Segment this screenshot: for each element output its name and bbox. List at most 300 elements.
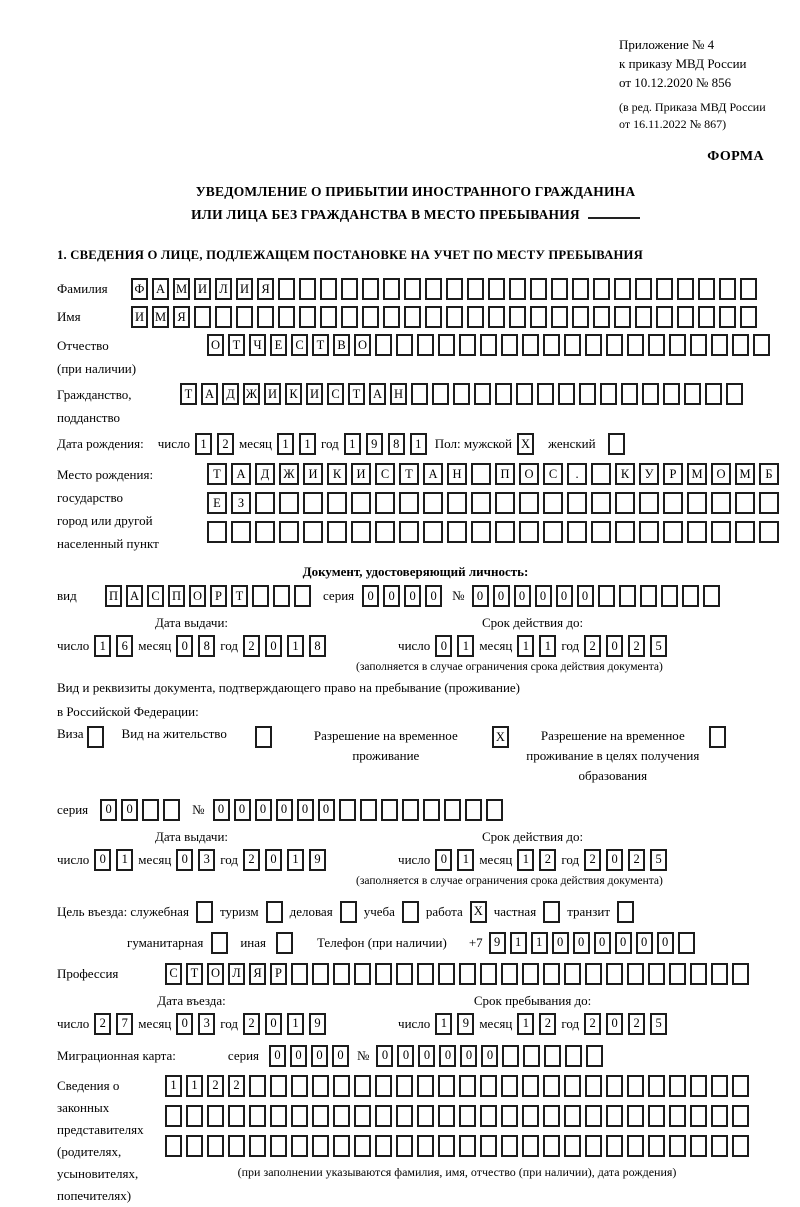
char-cell[interactable] [165, 1135, 182, 1157]
char-cell[interactable] [711, 1075, 728, 1097]
char-cell[interactable]: М [735, 463, 755, 485]
char-cell[interactable] [606, 1075, 623, 1097]
char-cell[interactable] [438, 1075, 455, 1097]
char-cell[interactable] [642, 383, 659, 405]
char-cell[interactable] [572, 278, 589, 300]
char-cell[interactable] [279, 521, 299, 543]
char-cell[interactable] [375, 521, 395, 543]
char-cell[interactable]: А [201, 383, 218, 405]
char-cell[interactable] [459, 963, 476, 985]
char-cell[interactable] [619, 585, 636, 607]
char-cell[interactable] [186, 1105, 203, 1127]
char-cell[interactable] [615, 521, 635, 543]
char-cell[interactable]: 3 [198, 1013, 215, 1035]
char-cell[interactable]: 0 [556, 585, 573, 607]
char-cell[interactable] [564, 963, 581, 985]
char-cell[interactable] [591, 463, 611, 485]
char-cell[interactable] [399, 492, 419, 514]
char-cell[interactable] [291, 963, 308, 985]
char-cell[interactable] [402, 799, 419, 821]
char-cell[interactable] [585, 1075, 602, 1097]
char-cell[interactable] [543, 963, 560, 985]
char-cell[interactable] [523, 1045, 540, 1067]
char-cell[interactable]: Л [215, 278, 232, 300]
char-cell[interactable]: 1 [510, 932, 527, 954]
char-cell[interactable] [591, 492, 611, 514]
char-cell[interactable]: Ч [249, 334, 266, 356]
char-cell[interactable] [459, 1135, 476, 1157]
char-cell[interactable] [732, 1075, 749, 1097]
char-cell[interactable]: 0 [577, 585, 594, 607]
char-cell[interactable] [572, 306, 589, 328]
char-cell[interactable]: 0 [265, 635, 282, 657]
char-cell[interactable] [698, 306, 715, 328]
char-cell[interactable] [446, 306, 463, 328]
char-cell[interactable]: 1 [277, 433, 294, 455]
char-cell[interactable] [207, 521, 227, 543]
char-cell[interactable] [340, 901, 357, 923]
char-cell[interactable] [207, 1105, 224, 1127]
char-cell[interactable] [759, 492, 779, 514]
char-cell[interactable]: 9 [309, 1013, 326, 1035]
char-cell[interactable]: Р [270, 963, 287, 985]
char-cell[interactable]: Р [663, 463, 683, 485]
char-cell[interactable]: К [615, 463, 635, 485]
char-cell[interactable] [417, 1105, 434, 1127]
char-cell[interactable] [690, 963, 707, 985]
char-cell[interactable]: Ж [243, 383, 260, 405]
char-cell[interactable]: 0 [472, 585, 489, 607]
char-cell[interactable]: X [517, 433, 534, 455]
char-cell[interactable]: 0 [594, 932, 611, 954]
char-cell[interactable] [501, 1135, 518, 1157]
char-cell[interactable] [215, 306, 232, 328]
char-cell[interactable]: 0 [383, 585, 400, 607]
char-cell[interactable]: С [291, 334, 308, 356]
char-cell[interactable] [312, 1075, 329, 1097]
char-cell[interactable] [423, 799, 440, 821]
char-cell[interactable] [711, 963, 728, 985]
char-cell[interactable]: 0 [362, 585, 379, 607]
char-cell[interactable] [669, 334, 686, 356]
char-cell[interactable] [530, 278, 547, 300]
char-cell[interactable] [509, 278, 526, 300]
char-cell[interactable]: 2 [628, 635, 645, 657]
char-cell[interactable] [142, 799, 159, 821]
char-cell[interactable]: Е [207, 492, 227, 514]
char-cell[interactable] [474, 383, 491, 405]
char-cell[interactable] [614, 306, 631, 328]
char-cell[interactable] [163, 799, 180, 821]
char-cell[interactable] [586, 1045, 603, 1067]
char-cell[interactable] [585, 1135, 602, 1157]
char-cell[interactable]: 0 [376, 1045, 393, 1067]
char-cell[interactable] [732, 963, 749, 985]
char-cell[interactable] [228, 1105, 245, 1127]
char-cell[interactable]: 1 [344, 433, 361, 455]
char-cell[interactable] [333, 1105, 350, 1127]
char-cell[interactable] [543, 1135, 560, 1157]
char-cell[interactable] [480, 1105, 497, 1127]
char-cell[interactable] [480, 1135, 497, 1157]
char-cell[interactable]: 0 [435, 635, 452, 657]
char-cell[interactable] [465, 799, 482, 821]
char-cell[interactable] [375, 1075, 392, 1097]
char-cell[interactable] [543, 901, 560, 923]
char-cell[interactable] [354, 1105, 371, 1127]
char-cell[interactable]: 1 [517, 849, 534, 871]
char-cell[interactable] [509, 306, 526, 328]
char-cell[interactable] [698, 278, 715, 300]
char-cell[interactable] [627, 1105, 644, 1127]
char-cell[interactable]: 0 [297, 799, 314, 821]
char-cell[interactable] [593, 306, 610, 328]
char-cell[interactable] [255, 726, 272, 748]
char-cell[interactable]: 2 [628, 1013, 645, 1035]
char-cell[interactable] [551, 306, 568, 328]
char-cell[interactable]: А [423, 463, 443, 485]
char-cell[interactable] [211, 932, 228, 954]
char-cell[interactable]: 0 [514, 585, 531, 607]
char-cell[interactable] [354, 963, 371, 985]
char-cell[interactable]: 0 [425, 585, 442, 607]
char-cell[interactable] [614, 278, 631, 300]
char-cell[interactable] [711, 1135, 728, 1157]
char-cell[interactable]: 0 [94, 849, 111, 871]
char-cell[interactable] [567, 521, 587, 543]
char-cell[interactable]: 1 [287, 635, 304, 657]
char-cell[interactable]: Т [228, 334, 245, 356]
char-cell[interactable] [543, 1075, 560, 1097]
char-cell[interactable] [640, 585, 657, 607]
char-cell[interactable]: 1 [186, 1075, 203, 1097]
char-cell[interactable] [333, 1135, 350, 1157]
char-cell[interactable] [519, 521, 539, 543]
char-cell[interactable] [459, 1075, 476, 1097]
char-cell[interactable] [383, 278, 400, 300]
char-cell[interactable]: 1 [94, 635, 111, 657]
char-cell[interactable] [703, 585, 720, 607]
char-cell[interactable] [663, 383, 680, 405]
char-cell[interactable]: И [194, 278, 211, 300]
char-cell[interactable]: 2 [94, 1013, 111, 1035]
char-cell[interactable]: 0 [606, 635, 623, 657]
char-cell[interactable] [564, 1105, 581, 1127]
char-cell[interactable] [753, 334, 770, 356]
char-cell[interactable] [501, 334, 518, 356]
char-cell[interactable] [488, 278, 505, 300]
char-cell[interactable] [294, 585, 311, 607]
char-cell[interactable]: 7 [116, 1013, 133, 1035]
char-cell[interactable]: 2 [243, 635, 260, 657]
char-cell[interactable]: Т [207, 463, 227, 485]
char-cell[interactable] [447, 492, 467, 514]
char-cell[interactable] [732, 1135, 749, 1157]
char-cell[interactable] [635, 306, 652, 328]
char-cell[interactable]: 1 [195, 433, 212, 455]
char-cell[interactable]: М [687, 463, 707, 485]
char-cell[interactable] [495, 492, 515, 514]
char-cell[interactable] [639, 492, 659, 514]
char-cell[interactable]: 0 [255, 799, 272, 821]
char-cell[interactable] [278, 306, 295, 328]
char-cell[interactable]: Ф [131, 278, 148, 300]
char-cell[interactable]: 2 [243, 849, 260, 871]
char-cell[interactable]: 1 [287, 849, 304, 871]
char-cell[interactable]: 2 [207, 1075, 224, 1097]
char-cell[interactable] [627, 963, 644, 985]
char-cell[interactable] [459, 334, 476, 356]
char-cell[interactable] [740, 306, 757, 328]
char-cell[interactable]: Я [249, 963, 266, 985]
char-cell[interactable] [759, 521, 779, 543]
char-cell[interactable] [585, 334, 602, 356]
char-cell[interactable] [333, 963, 350, 985]
char-cell[interactable]: 9 [489, 932, 506, 954]
char-cell[interactable] [291, 1075, 308, 1097]
char-cell[interactable]: 2 [539, 849, 556, 871]
char-cell[interactable] [639, 521, 659, 543]
char-cell[interactable] [501, 963, 518, 985]
char-cell[interactable] [467, 278, 484, 300]
char-cell[interactable]: Е [270, 334, 287, 356]
char-cell[interactable]: 0 [606, 849, 623, 871]
char-cell[interactable] [467, 306, 484, 328]
char-cell[interactable]: 1 [287, 1013, 304, 1035]
char-cell[interactable] [165, 1105, 182, 1127]
char-cell[interactable] [606, 963, 623, 985]
char-cell[interactable]: 0 [573, 932, 590, 954]
char-cell[interactable] [404, 278, 421, 300]
char-cell[interactable] [690, 1075, 707, 1097]
char-cell[interactable]: 1 [517, 1013, 534, 1035]
char-cell[interactable] [375, 492, 395, 514]
char-cell[interactable] [709, 726, 726, 748]
char-cell[interactable] [341, 278, 358, 300]
char-cell[interactable] [519, 492, 539, 514]
char-cell[interactable]: 0 [176, 849, 193, 871]
char-cell[interactable]: 8 [309, 635, 326, 657]
char-cell[interactable]: 0 [121, 799, 138, 821]
char-cell[interactable] [705, 383, 722, 405]
char-cell[interactable] [438, 1135, 455, 1157]
char-cell[interactable]: 0 [636, 932, 653, 954]
char-cell[interactable] [453, 383, 470, 405]
char-cell[interactable] [648, 963, 665, 985]
char-cell[interactable]: 0 [397, 1045, 414, 1067]
char-cell[interactable]: 0 [265, 849, 282, 871]
char-cell[interactable]: 2 [228, 1075, 245, 1097]
char-cell[interactable] [303, 521, 323, 543]
char-cell[interactable]: П [168, 585, 185, 607]
char-cell[interactable]: X [470, 901, 487, 923]
char-cell[interactable]: Д [255, 463, 275, 485]
char-cell[interactable] [565, 1045, 582, 1067]
char-cell[interactable]: И [131, 306, 148, 328]
char-cell[interactable]: 2 [217, 433, 234, 455]
char-cell[interactable] [663, 521, 683, 543]
char-cell[interactable] [266, 901, 283, 923]
char-cell[interactable] [648, 1105, 665, 1127]
char-cell[interactable] [677, 306, 694, 328]
char-cell[interactable]: Ж [279, 463, 299, 485]
char-cell[interactable] [425, 278, 442, 300]
char-cell[interactable]: С [147, 585, 164, 607]
char-cell[interactable]: С [543, 463, 563, 485]
char-cell[interactable] [459, 1105, 476, 1127]
char-cell[interactable]: 1 [531, 932, 548, 954]
char-cell[interactable] [291, 1105, 308, 1127]
char-cell[interactable]: 0 [269, 1045, 286, 1067]
char-cell[interactable]: 9 [457, 1013, 474, 1035]
char-cell[interactable]: Т [186, 963, 203, 985]
char-cell[interactable] [501, 1105, 518, 1127]
char-cell[interactable] [471, 463, 491, 485]
char-cell[interactable] [687, 521, 707, 543]
char-cell[interactable]: И [264, 383, 281, 405]
char-cell[interactable] [375, 963, 392, 985]
char-cell[interactable] [299, 278, 316, 300]
char-cell[interactable]: 6 [116, 635, 133, 657]
char-cell[interactable] [522, 1105, 539, 1127]
char-cell[interactable]: 5 [650, 635, 667, 657]
char-cell[interactable] [396, 1075, 413, 1097]
char-cell[interactable] [543, 334, 560, 356]
char-cell[interactable] [635, 278, 652, 300]
char-cell[interactable]: Т [312, 334, 329, 356]
char-cell[interactable] [375, 1105, 392, 1127]
char-cell[interactable] [249, 1135, 266, 1157]
char-cell[interactable] [669, 1135, 686, 1157]
char-cell[interactable]: X [492, 726, 509, 748]
char-cell[interactable] [446, 278, 463, 300]
char-cell[interactable] [270, 1075, 287, 1097]
char-cell[interactable]: 0 [276, 799, 293, 821]
char-cell[interactable] [648, 1135, 665, 1157]
char-cell[interactable] [320, 278, 337, 300]
char-cell[interactable]: М [173, 278, 190, 300]
char-cell[interactable] [648, 1075, 665, 1097]
char-cell[interactable] [522, 963, 539, 985]
char-cell[interactable] [591, 521, 611, 543]
char-cell[interactable]: 0 [435, 849, 452, 871]
char-cell[interactable] [495, 521, 515, 543]
char-cell[interactable]: 1 [457, 849, 474, 871]
char-cell[interactable] [312, 1105, 329, 1127]
char-cell[interactable]: С [327, 383, 344, 405]
char-cell[interactable] [425, 306, 442, 328]
char-cell[interactable] [236, 306, 253, 328]
char-cell[interactable] [669, 1075, 686, 1097]
char-cell[interactable] [669, 1105, 686, 1127]
char-cell[interactable] [530, 306, 547, 328]
char-cell[interactable] [396, 1135, 413, 1157]
char-cell[interactable] [360, 799, 377, 821]
char-cell[interactable] [299, 306, 316, 328]
char-cell[interactable] [543, 521, 563, 543]
char-cell[interactable] [351, 492, 371, 514]
char-cell[interactable] [690, 1105, 707, 1127]
char-cell[interactable]: У [639, 463, 659, 485]
char-cell[interactable]: Н [447, 463, 467, 485]
char-cell[interactable] [486, 799, 503, 821]
char-cell[interactable]: 0 [318, 799, 335, 821]
char-cell[interactable]: О [354, 334, 371, 356]
char-cell[interactable] [432, 383, 449, 405]
char-cell[interactable]: 0 [404, 585, 421, 607]
char-cell[interactable]: И [351, 463, 371, 485]
char-cell[interactable] [564, 1075, 581, 1097]
char-cell[interactable] [480, 963, 497, 985]
char-cell[interactable] [726, 383, 743, 405]
char-cell[interactable] [608, 433, 625, 455]
char-cell[interactable] [327, 521, 347, 543]
char-cell[interactable]: Т [180, 383, 197, 405]
char-cell[interactable]: 2 [584, 635, 601, 657]
char-cell[interactable] [291, 1135, 308, 1157]
char-cell[interactable] [558, 383, 575, 405]
char-cell[interactable]: 0 [606, 1013, 623, 1035]
char-cell[interactable] [593, 278, 610, 300]
char-cell[interactable]: И [306, 383, 323, 405]
char-cell[interactable]: А [231, 463, 251, 485]
char-cell[interactable] [320, 306, 337, 328]
char-cell[interactable]: Т [348, 383, 365, 405]
char-cell[interactable] [579, 383, 596, 405]
char-cell[interactable]: 0 [176, 635, 193, 657]
char-cell[interactable] [656, 278, 673, 300]
char-cell[interactable] [648, 334, 665, 356]
char-cell[interactable] [257, 306, 274, 328]
char-cell[interactable]: 2 [628, 849, 645, 871]
char-cell[interactable] [396, 963, 413, 985]
char-cell[interactable] [362, 278, 379, 300]
char-cell[interactable]: О [189, 585, 206, 607]
char-cell[interactable] [690, 334, 707, 356]
char-cell[interactable]: 0 [234, 799, 251, 821]
char-cell[interactable]: О [207, 334, 224, 356]
char-cell[interactable]: Н [390, 383, 407, 405]
char-cell[interactable] [606, 1135, 623, 1157]
char-cell[interactable] [585, 1105, 602, 1127]
char-cell[interactable] [627, 1135, 644, 1157]
char-cell[interactable]: 0 [535, 585, 552, 607]
char-cell[interactable] [312, 963, 329, 985]
char-cell[interactable] [333, 1075, 350, 1097]
char-cell[interactable] [471, 521, 491, 543]
char-cell[interactable] [276, 932, 293, 954]
char-cell[interactable] [585, 963, 602, 985]
char-cell[interactable]: 0 [460, 1045, 477, 1067]
char-cell[interactable]: 0 [176, 1013, 193, 1035]
char-cell[interactable] [522, 1135, 539, 1157]
char-cell[interactable] [495, 383, 512, 405]
char-cell[interactable]: Т [399, 463, 419, 485]
char-cell[interactable]: И [236, 278, 253, 300]
char-cell[interactable] [255, 492, 275, 514]
char-cell[interactable] [362, 306, 379, 328]
char-cell[interactable] [684, 383, 701, 405]
char-cell[interactable] [354, 1075, 371, 1097]
char-cell[interactable]: 1 [165, 1075, 182, 1097]
char-cell[interactable] [351, 521, 371, 543]
char-cell[interactable]: Д [222, 383, 239, 405]
char-cell[interactable]: 9 [366, 433, 383, 455]
char-cell[interactable]: Р [210, 585, 227, 607]
char-cell[interactable]: 1 [517, 635, 534, 657]
char-cell[interactable] [207, 1135, 224, 1157]
char-cell[interactable] [711, 334, 728, 356]
